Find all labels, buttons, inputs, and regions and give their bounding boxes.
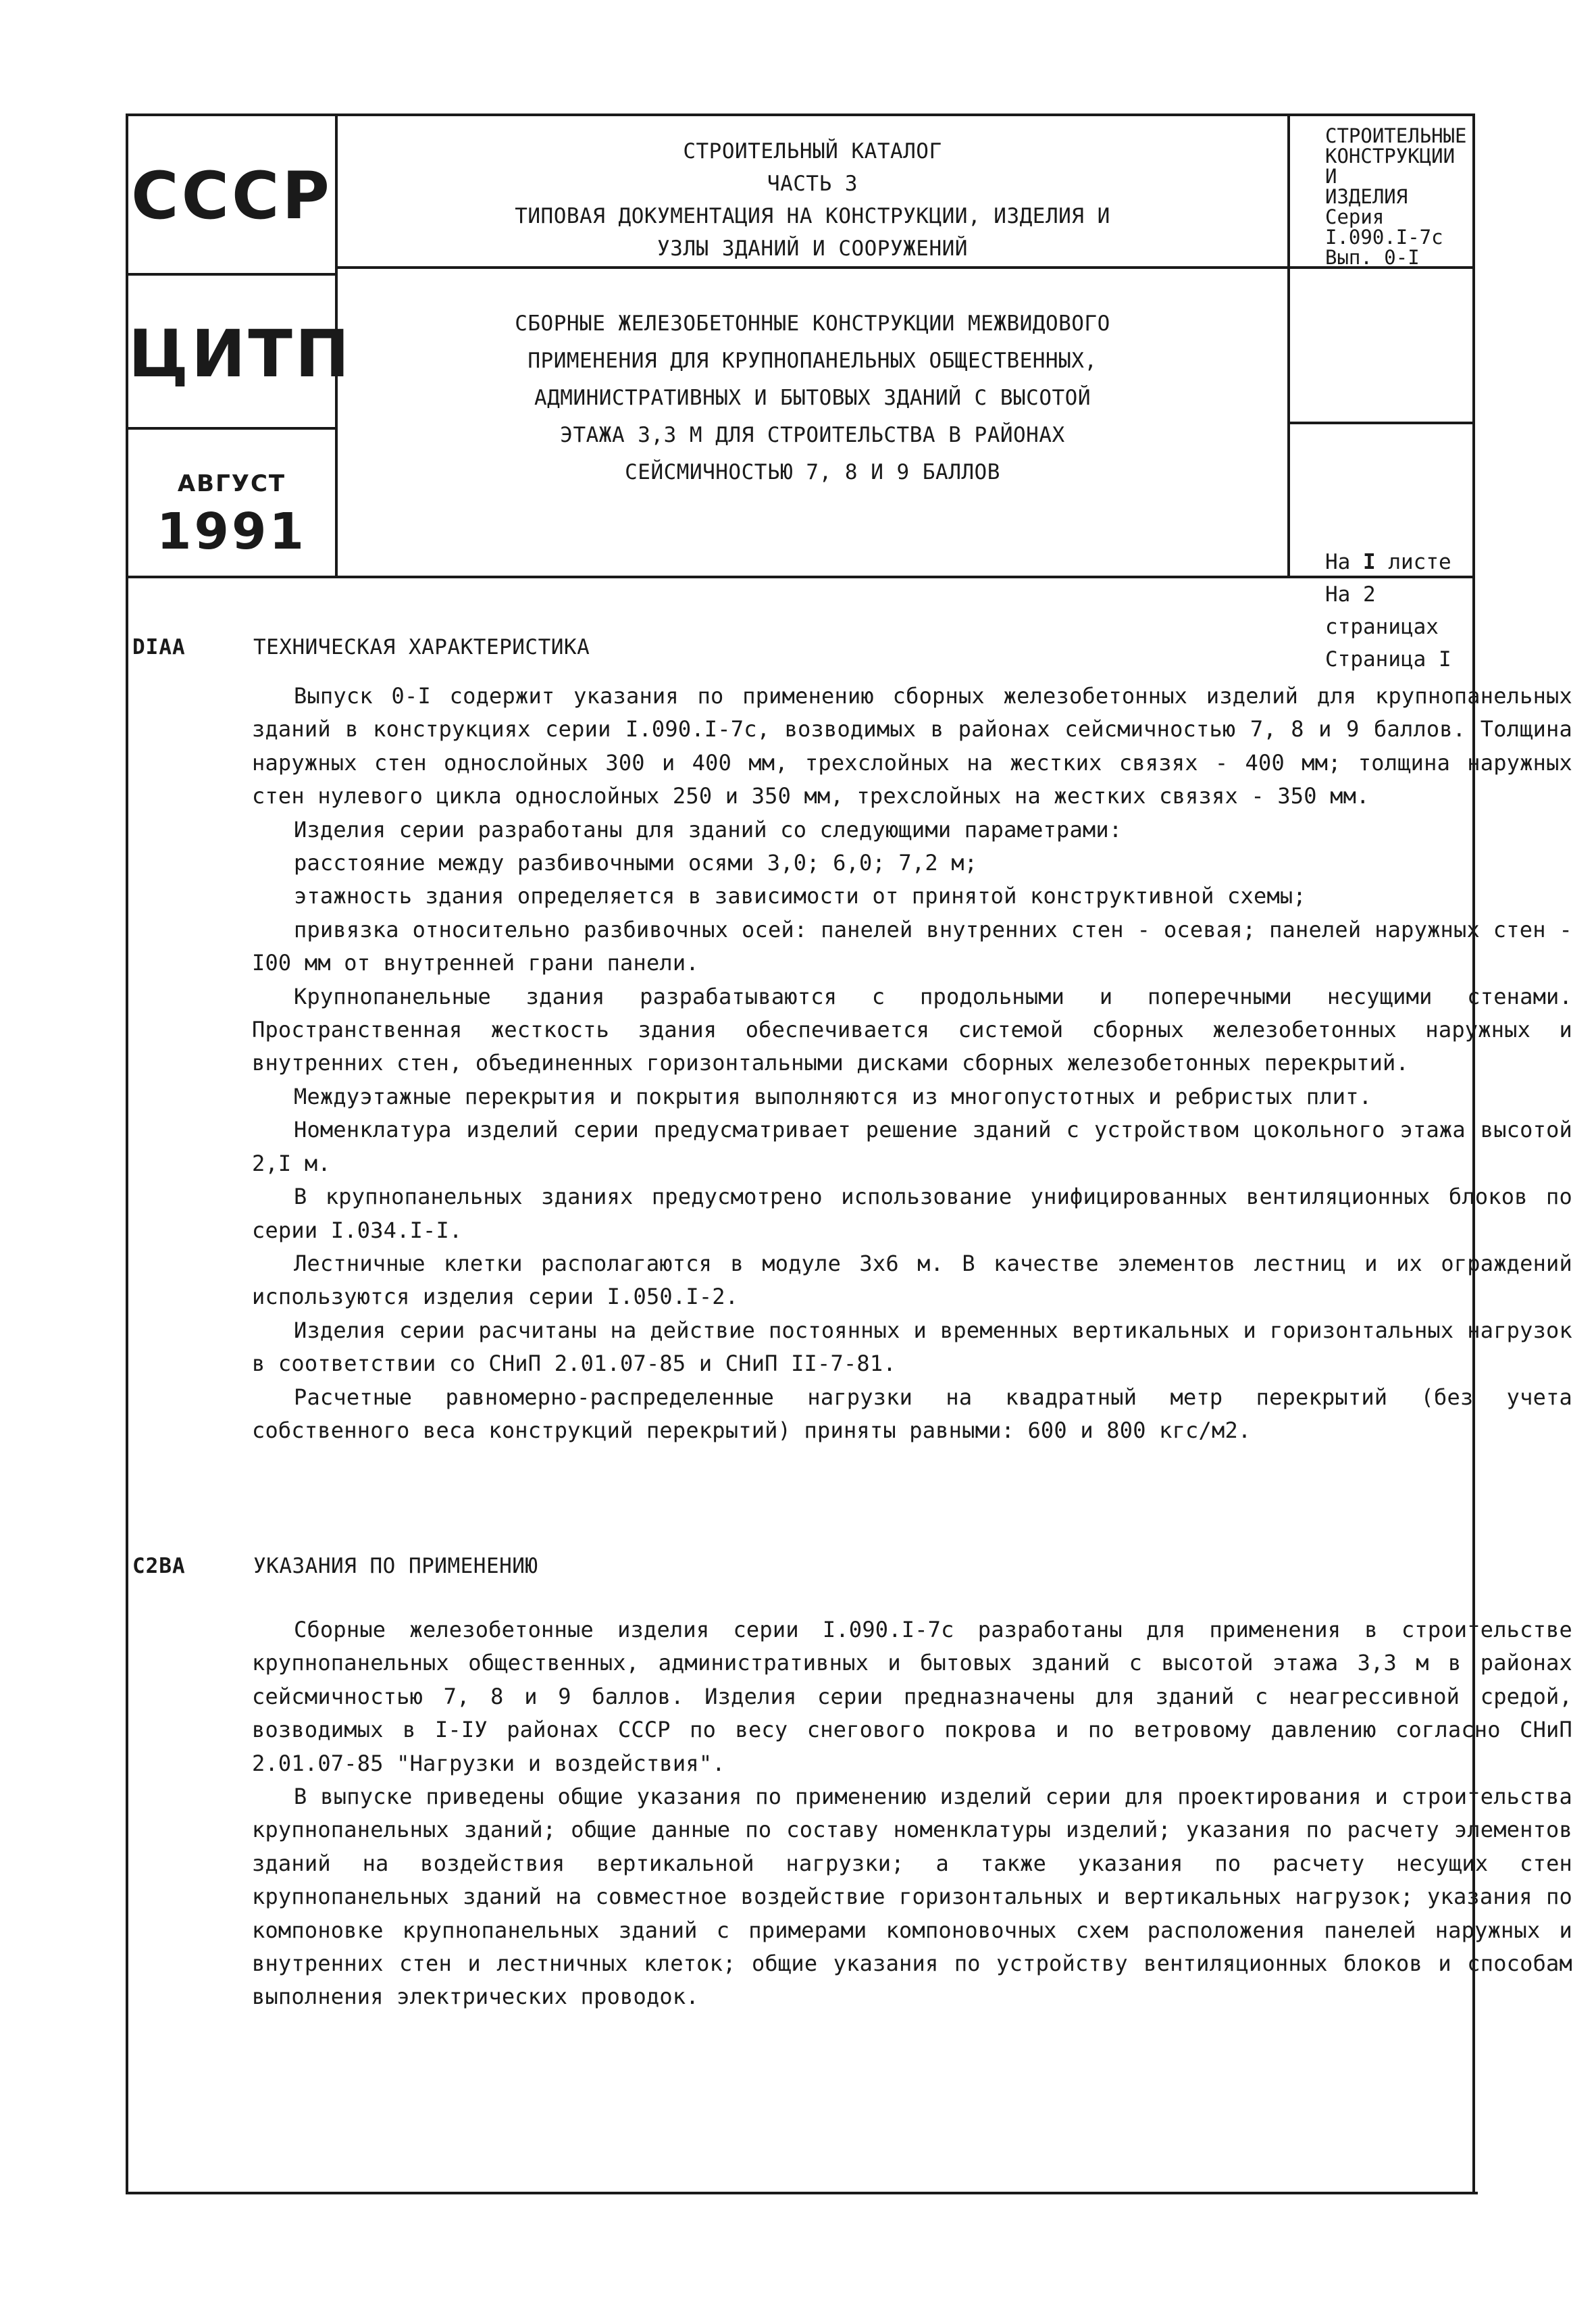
issue-month: АВГУСТ [177,470,286,497]
paragraph: этажность здания определяется в зависимости от принятой конструктивной схемы; [294,883,1306,909]
paragraph: В выпуске приведены общие указания по применению изделий серии для проектирования и строительства крупнопанельных зданий; общие данные по составу номенклатуры изделий; указания по расчету элементов зданий на воздействия вертикальной нагрузки; а также указания по расчету несущих стен крупнопанельных зданий на совместное воздействие горизонтальных и вертикальных нагрузок; указания по компоновке крупнопанельных зданий с примерами компоновочных схем расположения панелей наружных и внутренних стен и лестничных клеток; общие указания по устройству вентиляционных блоков и способам выполнения электрических проводок. [252,1784,1572,2010]
sheets-prefix: На [1325,550,1351,574]
country-code: СССР [131,158,332,234]
sheets-count-line [1325,546,1472,578]
org-code: ЦИТП [128,316,353,392]
paragraph: расстояние между разбивочными осями 3,0; 6,0; 7,2 м; [294,850,978,876]
paragraph: Расчетные равномерно-распределенные нагрузки на квадратный метр перекрытий (без учета собственного веса конструкций перекрытий) приняты равными: 600 и 800 кгс/м2. [252,1384,1572,1443]
paragraph: Междуэтажные перекрытия и покрытия выполняются из многопустотных и ребристых плит. [294,1083,1372,1109]
pages-count-line: На 2 страницах [1325,582,1439,639]
series-line: СТРОИТЕЛЬНЫЕ [1325,124,1467,147]
series-line: Серия I.090.I-7с [1325,205,1443,249]
title-line: СБОРНЫЕ ЖЕЛЕЗОБЕТОННЫЕ КОНСТРУКЦИИ МЕЖВИДОВОГО [515,311,1110,336]
title-line: ЭТАЖА 3,3 М ДЛЯ СТРОИТЕЛЬСТВА В РАЙОНАХ [560,423,1065,447]
paragraph: Сборные железобетонные изделия серии I.090.I-7с разработаны для применения в строительстве крупнопанельных общественных, административных и бытовых зданий с высотой этажа 3,3 м в районах сейсмичностью 7, 8 и 9 баллов. Изделия серии предназначены для зданий с неагрессивной средой, возводимых в I-IУ районах СССР по весу снегового покрова и по ветровому давлению согласно СНиП 2.01.07-85 "Нагрузки и воздействия". [252,1617,1572,1776]
catalog-line: ТИПОВАЯ ДОКУМЕНТАЦИЯ НА КОНСТРУКЦИИ, ИЗДЕЛИЯ И [515,204,1110,228]
paragraph: Крупнопанельные здания разрабатываются с продольными и поперечными несущими стенами. Пространственная жесткость здания обеспечивается системой сборных железобетонных наружных и внутренних стен, объединенных горизонтальными дисками сборных железобетонных перекрытий. [252,983,1572,1076]
sheets-count: I [1363,550,1376,574]
section-body [252,1613,1572,2014]
sheets-info [1290,546,1472,676]
section-heading: ТЕХНИЧЕСКАЯ ХАРАКТЕРИСТИКА [253,635,590,659]
paragraph: Выпуск 0-I содержит указания по применению сборных железобетонных изделий для крупнопанельных зданий в конструкциях серии I.090.I-7с, возводимых в районах сейсмичностью 7, 8 и 9 баллов. Толщина наружных стен однослойных 300 и 400 мм, трехслойных на жестких связях - 400 мм; толщина наружных стен нулевого цикла однослойных 250 и 350 мм, трехслойных на жестких связях - 350 мм. [252,683,1572,809]
series-cell [1290,116,1472,269]
frame-left-border [126,578,128,2194]
series-info [1290,126,1472,268]
series-line: ИЗДЕЛИЯ [1325,185,1408,208]
sheets-suffix: листе [1388,550,1451,574]
date-cell [128,430,338,576]
catalog-line: УЗЛЫ ЗДАНИЙ И СООРУЖЕНИЙ [657,236,968,261]
frame-bottom-border [126,2192,1478,2194]
blank-cell [1290,269,1472,424]
section-body [252,680,1572,1447]
title-line: СЕЙСМИЧНОСТЬЮ 7, 8 И 9 БАЛЛОВ [625,460,1000,484]
paragraph: Изделия серии расчитаны на действие постоянных и временных вертикальных и горизонтальных нагрузок в соответствии со СНиП 2.01.07-85 и СНиП II-7-81. [252,1317,1572,1377]
catalog-line: ЧАСТЬ 3 [767,172,858,196]
paragraph: Номенклатура изделий серии предусматривает решение зданий с устройством цокольного этажа высотой 2,I м. [252,1117,1572,1176]
sheets-cell [1290,424,1472,672]
series-line: КОНСТРУКЦИИ И [1325,145,1456,188]
paragraph: В крупнопанельных зданиях предусмотрено использование унифицированных вентиляционных блоков по серии I.034.I-I. [252,1184,1572,1243]
page-number-line: Страница I [1325,647,1451,672]
document-title [338,305,1287,491]
country-cell [128,116,338,276]
catalog-title [338,135,1287,265]
paragraph: Изделия серии разработаны для зданий со следующими параметрами: [294,816,1123,842]
title-line: ПРИМЕНЕНИЯ ДЛЯ КРУПНОПАНЕЛЬНЫХ ОБЩЕСТВЕННЫХ, [527,349,1098,373]
catalog-cell [338,116,1290,269]
document-title-cell [338,269,1290,576]
paragraph: Лестничные клетки располагаются в модуле 3х6 м. В качестве элементов лестниц и их ограждений используются изделия серии I.050.I-2. [252,1250,1572,1310]
section-code: DIAA [132,635,186,659]
section-heading: УКАЗАНИЯ ПО ПРИМЕНЕНИЮ [253,1554,538,1578]
catalog-line: СТРОИТЕЛЬНЫЙ КАТАЛОГ [683,139,942,164]
series-line: Вып. 0-I [1325,246,1420,269]
org-cell [128,276,353,430]
issue-year: 1991 [157,503,307,561]
title-line: АДМИНИСТРАТИВНЫХ И БЫТОВЫХ ЗДАНИЙ С ВЫСОТОЙ [534,386,1091,410]
paragraph: привязка относительно разбивочных осей: панелей внутренних стен - осевая; панелей наружных стен - I00 мм от внутренней грани панели. [252,916,1572,976]
section-code: C2BA [132,1554,186,1578]
